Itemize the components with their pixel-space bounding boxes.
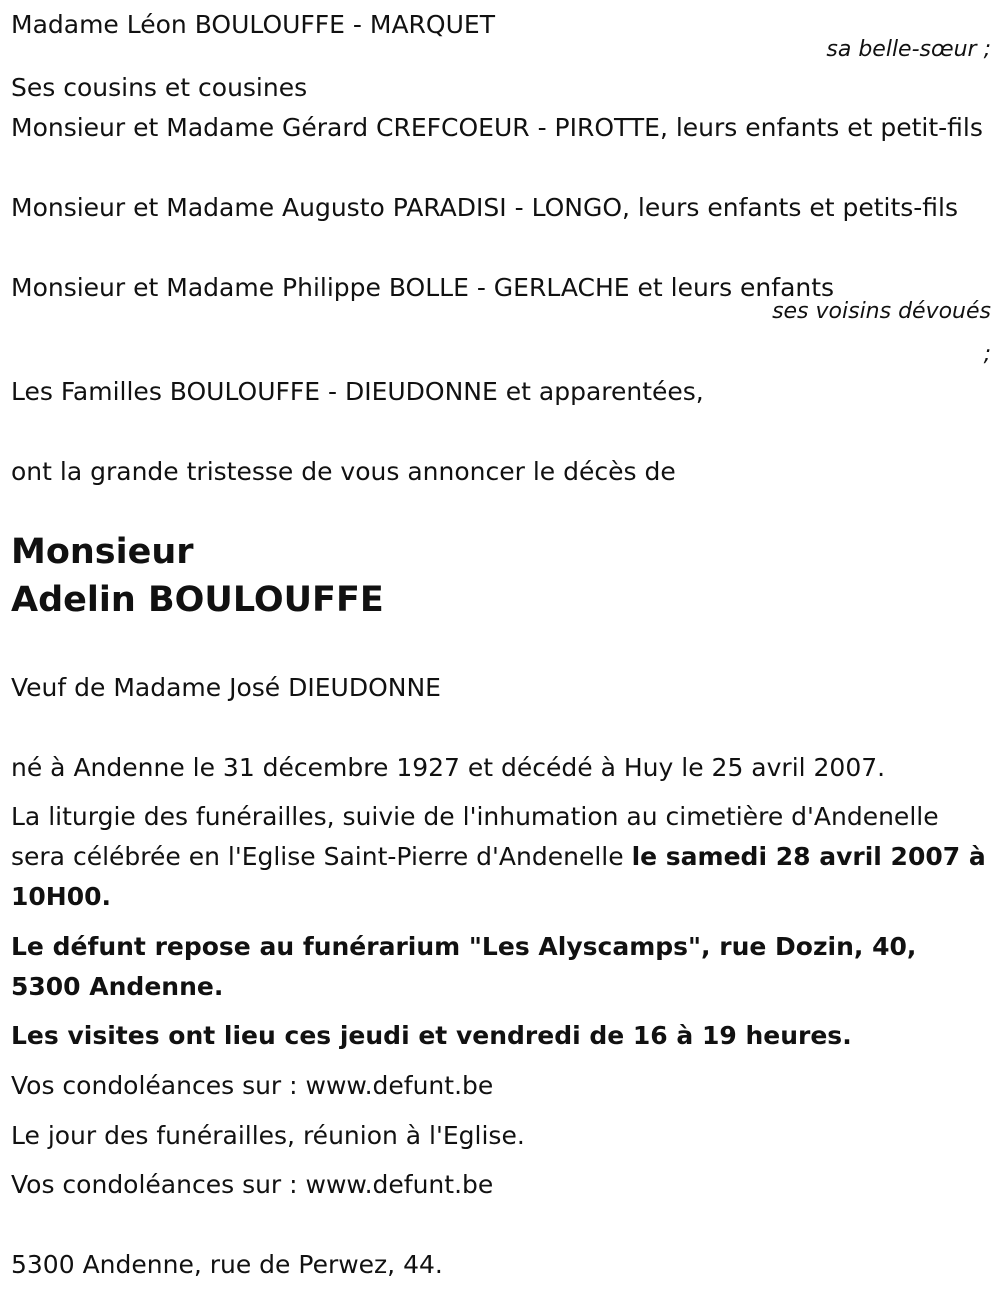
liturgy-text: La liturgie des funérailles, suivie de l'inhumation au cimetière d'Andenelle sera célébrée en l'Eglise Saint-Pierre d'Andenelle [11, 802, 939, 871]
family-line-boulouffe-dieudonne: Les Familles BOULOUFFE - DIEUDONNE et apparentées, [11, 377, 704, 406]
deceased-name-block [11, 528, 384, 624]
birth-death-dates: né à Andenne le 31 décembre 1927 et décédé à Huy le 25 avril 2007. [11, 753, 886, 782]
condolences-link-1: Vos condoléances sur : www.defunt.be [11, 1071, 494, 1100]
condolences-link-2: Vos condoléances sur : www.defunt.be [11, 1170, 494, 1199]
announcement-text: ont la grande tristesse de vous annoncer le décès de [11, 457, 676, 486]
funerarium-info: Le défunt repose au funérarium "Les Alyscamps", rue Dozin, 40, 5300 Andenne. [11, 932, 917, 1001]
visits-info: Les visites ont lieu ces jeudi et vendredi de 16 à 19 heures. [11, 1021, 852, 1050]
deceased-title: Monsieur [11, 532, 194, 572]
liturgy-paragraph [11, 797, 986, 917]
address: 5300 Andenne, rue de Perwez, 44. [11, 1250, 443, 1279]
reunion-info: Le jour des funérailles, réunion à l'Eglise. [11, 1121, 525, 1150]
liturgy-date: le samedi 28 avril 2007 à 10H00. [11, 842, 986, 911]
family-line-crefcoeur: Monsieur et Madame Gérard CREFCOEUR - PIROTTE, leurs enfants et petit-fils [11, 113, 983, 142]
relation-semicolon: ; [983, 342, 991, 367]
relation-voisins: ses voisins dévoués [772, 299, 991, 324]
family-line-bolle: Monsieur et Madame Philippe BOLLE - GERLACHE et leurs enfants [11, 273, 835, 302]
family-line-sister-in-law: Madame Léon BOULOUFFE - MARQUET [11, 10, 495, 39]
family-line-paradisi: Monsieur et Madame Augusto PARADISI - LONGO, leurs enfants et petits-fils [11, 193, 959, 222]
deceased-name: Adelin BOULOUFFE [11, 580, 384, 620]
relation-belle-soeur: sa belle-sœur ; [826, 37, 991, 62]
family-line-cousins: Ses cousins et cousines [11, 73, 308, 102]
widower-of: Veuf de Madame José DIEUDONNE [11, 673, 441, 702]
